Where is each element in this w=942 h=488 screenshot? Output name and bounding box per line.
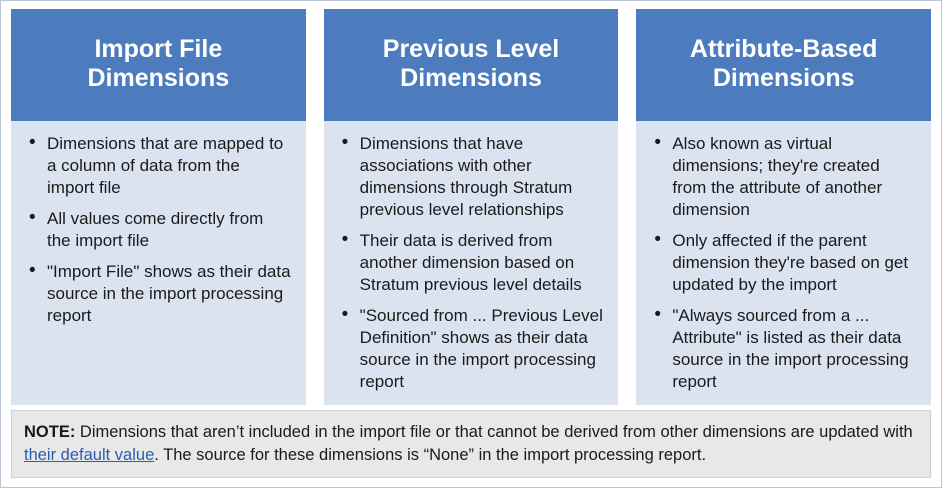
column-title (383, 35, 559, 93)
bullet-list (25, 133, 292, 327)
column-body-attribute-based-dimensions (636, 121, 931, 405)
note-text-after-link: . The source for these dimensions is “None” in the import processing report. (154, 446, 707, 464)
column-attribute-based-dimensions (636, 9, 931, 405)
column-title-line1: Previous Level (382, 35, 560, 63)
list-item: • Dimensions that are mapped to a column of data from the import file (47, 133, 292, 199)
column-previous-level-dimensions (324, 9, 619, 405)
column-title (87, 35, 229, 93)
list-item: • "Sourced from ... Previous Level Definition" shows as their data source in the import processing report (360, 305, 605, 393)
column-body-previous-level-dimensions (324, 121, 619, 405)
column-title-line2: Dimensions (87, 64, 230, 92)
note-default-value-link[interactable]: their default value (24, 446, 155, 464)
column-header-import-file-dimensions (11, 9, 306, 121)
list-item: • Also known as virtual dimensions; they're created from the attribute of another dimension (672, 133, 917, 221)
column-header-previous-level-dimensions (324, 9, 619, 121)
column-title-line1: Import File (94, 35, 223, 63)
column-header-attribute-based-dimensions (636, 9, 931, 121)
list-item: • "Import File" shows as their data source in the import processing report (47, 261, 292, 327)
column-title-line1: Attribute-Based (689, 35, 878, 63)
bullet-list (650, 133, 917, 393)
column-title (690, 35, 878, 93)
list-item: • All values come directly from the import file (47, 208, 292, 252)
note-box (11, 410, 931, 478)
column-import-file-dimensions (11, 9, 306, 405)
column-title-line2: Dimensions (712, 64, 855, 92)
list-item: • "Always sourced from a ... Attribute" is listed as their data source in the import processing report (672, 305, 917, 393)
columns-container (1, 1, 941, 405)
list-item: • Their data is derived from another dimension based on Stratum previous level details (360, 230, 605, 296)
list-item: • Dimensions that have associations with other dimensions through Stratum previous level relationships (360, 133, 605, 221)
note-label: NOTE: (24, 423, 76, 441)
list-item: • Only affected if the parent dimension they're based on get updated by the import (672, 230, 917, 296)
bullet-list (338, 133, 605, 393)
note-text-before-link: Dimensions that aren’t included in the import file or that cannot be derived from other dimensions are updated with (75, 423, 913, 441)
column-body-import-file-dimensions (11, 121, 306, 405)
column-title-line2: Dimensions (400, 64, 542, 92)
